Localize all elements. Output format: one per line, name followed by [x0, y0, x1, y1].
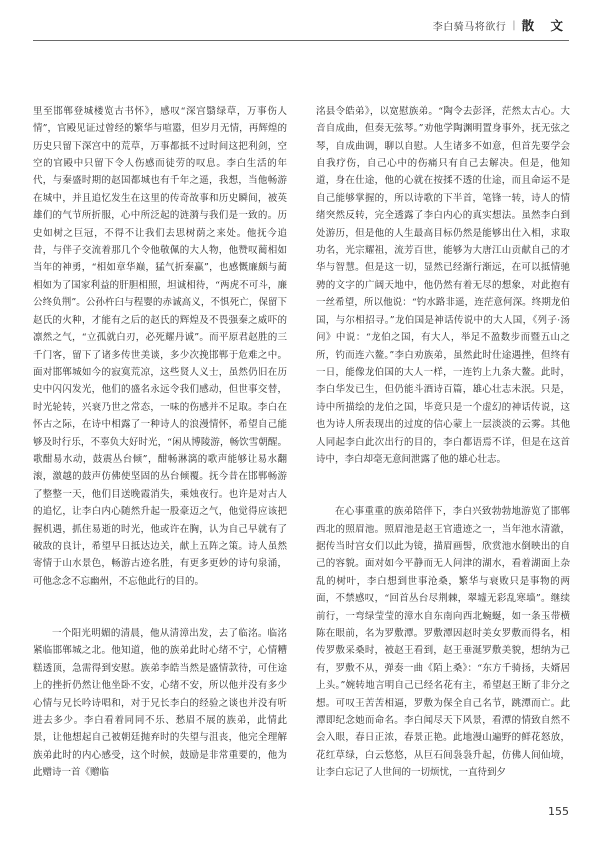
header-separator: |	[512, 19, 516, 31]
header-rule	[33, 40, 569, 41]
left-paragraph-2: 一个阳光明媚的清晨，他从清漳出发，去了临洺。临洺紧临邯郸城之北。他知道，他的族弟此时心绪不宁，心情糟糕透顶，急需得到安慰。族弟李皓当然是盛情款待，可住途上的挫折仍然让他坐卧不安，心绪不安，所以他并没有多少心情与兄长吟诗唱和，对于兄长李白的经验之谈也并没有听进去多少。李白看着同同不乐、愁眉不展的族弟，此情此景，让他想起自己被朝廷抛弃时的失望与沮丧，他完全理解族弟此时的内心感受，这个时候，鼓励是非常重要的，他为此赠诗一首《赠临	[33, 628, 287, 779]
right-paragraph-2: 在心事重重的族弟陪伴下，李白兴致勃勃地游览了邯郸西北的照眉池。照眉池是赵王官遗迹之一，当年池水清澈，据传当时宫女们以此为镜，描眉画髻，欣赏池水倒映出的自己的容貌。面对如今平静而无人问津的湖水，看着湖面上杂乱的树叶，李白想到世事沧桑，繁华与衰败只是事物的两面，不禁感叹，“回首丛台尽荆棘，翠墟无彩乱寒墙”。继续前行，一弯绿莹莹的漳水自东南向西北蜿蜒，如一条玉带横陈在眼前，名为罗敷潭。罗敷潭因赵时美女罗敷而得名，相传罗敷采桑时，被赵王看到，赵王垂涎罗敷美貌，想纳为己有，罗敷不从，弹奏一曲《陌上桑》：“东方千骑扬，夫婿居上头。”婉转地言明自己已经名花有主，希望赵王断了非分之想。可叹王苦苦相逼，罗敷为保全自己名节，跳潭而亡。此潭即纪念她而命名。李白闻尽天下风景，看潭的情致自然不会入眼，春日正浓，春景正艳。此地漫山遍野的鲜花怒放，花红草绿，白云悠悠，从巨石间袅袅升起，仿佛人间仙境，让李白忘记了人世间的一切烦忧，一直待到夕	[316, 506, 570, 779]
left-paragraph-1: 里至邯郸登城楼览古书怀》，感叹“深宫翳绿草，万事伤人情”，官殿见证过曾经的繁华与喧嚣，但岁月无情，再辉煌的历史只留下深宫中的荒草，万事都抵不过时间这把利剑，空空的官殿中只留下令人伤感而徒劳的叹息。李白生活的年代，与秦盛时期的赵国都城也有千年之遥，我想，当他畅游在城中，并且追忆发生在这里的传奇故事和历史瞬间，被英雄们的气节所折服，心中所泛起的涟漪与我们是一致的。历史如树之巨冠，不得不让我们去思树荫之来处。他抚今追昔，与伴子交流着那几个令他敬佩的大人物，他赞叹蔺相如当年的神勇，“相如章华巅，猛气折秦赢”，也感慨廉颇与蔺相如为了国家利益的肝胆相照，坦诚相待，“两虎不可斗，廉公终负荆”。公孙杵臼与程婴的赤诚高义，不惧死亡，保留下赵氏的火种，才能有之后的赵氏的辉煌及不畏强秦之威吓的凛然之气，“立孤就白刃，必死耀丹诚”。而平原君赵胜的三千门客，留下了诸多传世美谈，多少次挽邯郸于危难之中。面对邯郸城如今的寂寞荒凉，这些贤人义士，虽然仍旧在历史中闪闪发光，他们的盛名永远令我们感动，但世事交替，时光轮转，兴衰乃世之常态，一味的伤感并不足取。李白在怀古之际，在诗中相露了一种诗人的浪漫情怀，希望自己能够及时行乐，不辜负大好时光，“闲从博陵游，畅饮雪朝醒。歌酣易水动，鼓震丛台倾”，酣畅淋漓的歌声能够让易水翻滚，激越的鼓声仿佛使坚固的丛台倾覆。抚今昔在邯郸畅游了整整一天，他们目送晚霞消失，乘烛夜行。也许是对古人的追忆，让李白内心随然升起一股豪迈之气，他觉得应该把握机遇，抓住易逝的时光，他或许在胸，认为自己早就有了破敌的良计，希望早日抵达边关，献上五阵之策。诗人虽然寄情于山水景色，畅游古迹名胜，有更多更妙的诗句泉涌，可他念念不忘幽州，不忘他此行的目的。	[33, 105, 287, 587]
right-column	[316, 68, 570, 799]
right-paragraph-1: 洺县令皓弟》，以宽慰族弟。“陶令去彭泽，茫然太古心。大音自成曲，但奏无弦琴。”劝他学陶渊明置身事外，抚无弦之琴，自成曲调，聊以自慰。人生诸多不如意，但首先要学会自我疗伤，自己心中的伤痛只有自己去解决。但是，他知道，身在仕途，他的心就在按揉不透的仕途，而且命运不是自己能够掌握的，所以诗歌的下半首，笔锋一转，诗人的情绪突然反转，完全透露了李白内心的真实想法。虽然李白到处游历，但是他的人生最高目标仍然是能够出仕入相，求取功名，光宗耀祖，流芳百世，能够为大唐江山贡献自己的才华与智慧。但是这一切，显然已经渐行渐远，在可以抵情驰骋的文字的广阔天地中，他仍然有着无尽的想象，对此抱有一丝希望，所以他说：“钓水路非遥，连茫意何深。终期龙伯国，与尔相招寻。”龙伯国是神话传说中的大人国，《列子·汤问》中说：“龙伯之国，有大人，举足不盈数步而暨五山之所，钓而连六鳌。”李白劝族弟，虽然此时仕途遇挫，但终有一日，能像龙伯国的大人一样，一连钓上九条大鳌。此时，李白华发已生，但仍能斗酒诗百篇，雄心壮志未泯。只是，诗中所描绘的龙伯之国，毕竟只是一个虚幻的神话传说，这也为诗人所表现出的过度的信心蒙上一层淡淡的云雾。其他人同起李白此次出行的目的，李白都语焉不详，但是在这首诗中，李白却毫无意间泄露了他的雄心壮志。	[316, 105, 570, 465]
left-column	[33, 68, 287, 799]
section-label: 散 文	[521, 18, 569, 33]
running-header	[433, 14, 569, 36]
book-subtitle: 李白骑马将欲行	[432, 21, 507, 33]
page-number: 155	[548, 805, 569, 818]
